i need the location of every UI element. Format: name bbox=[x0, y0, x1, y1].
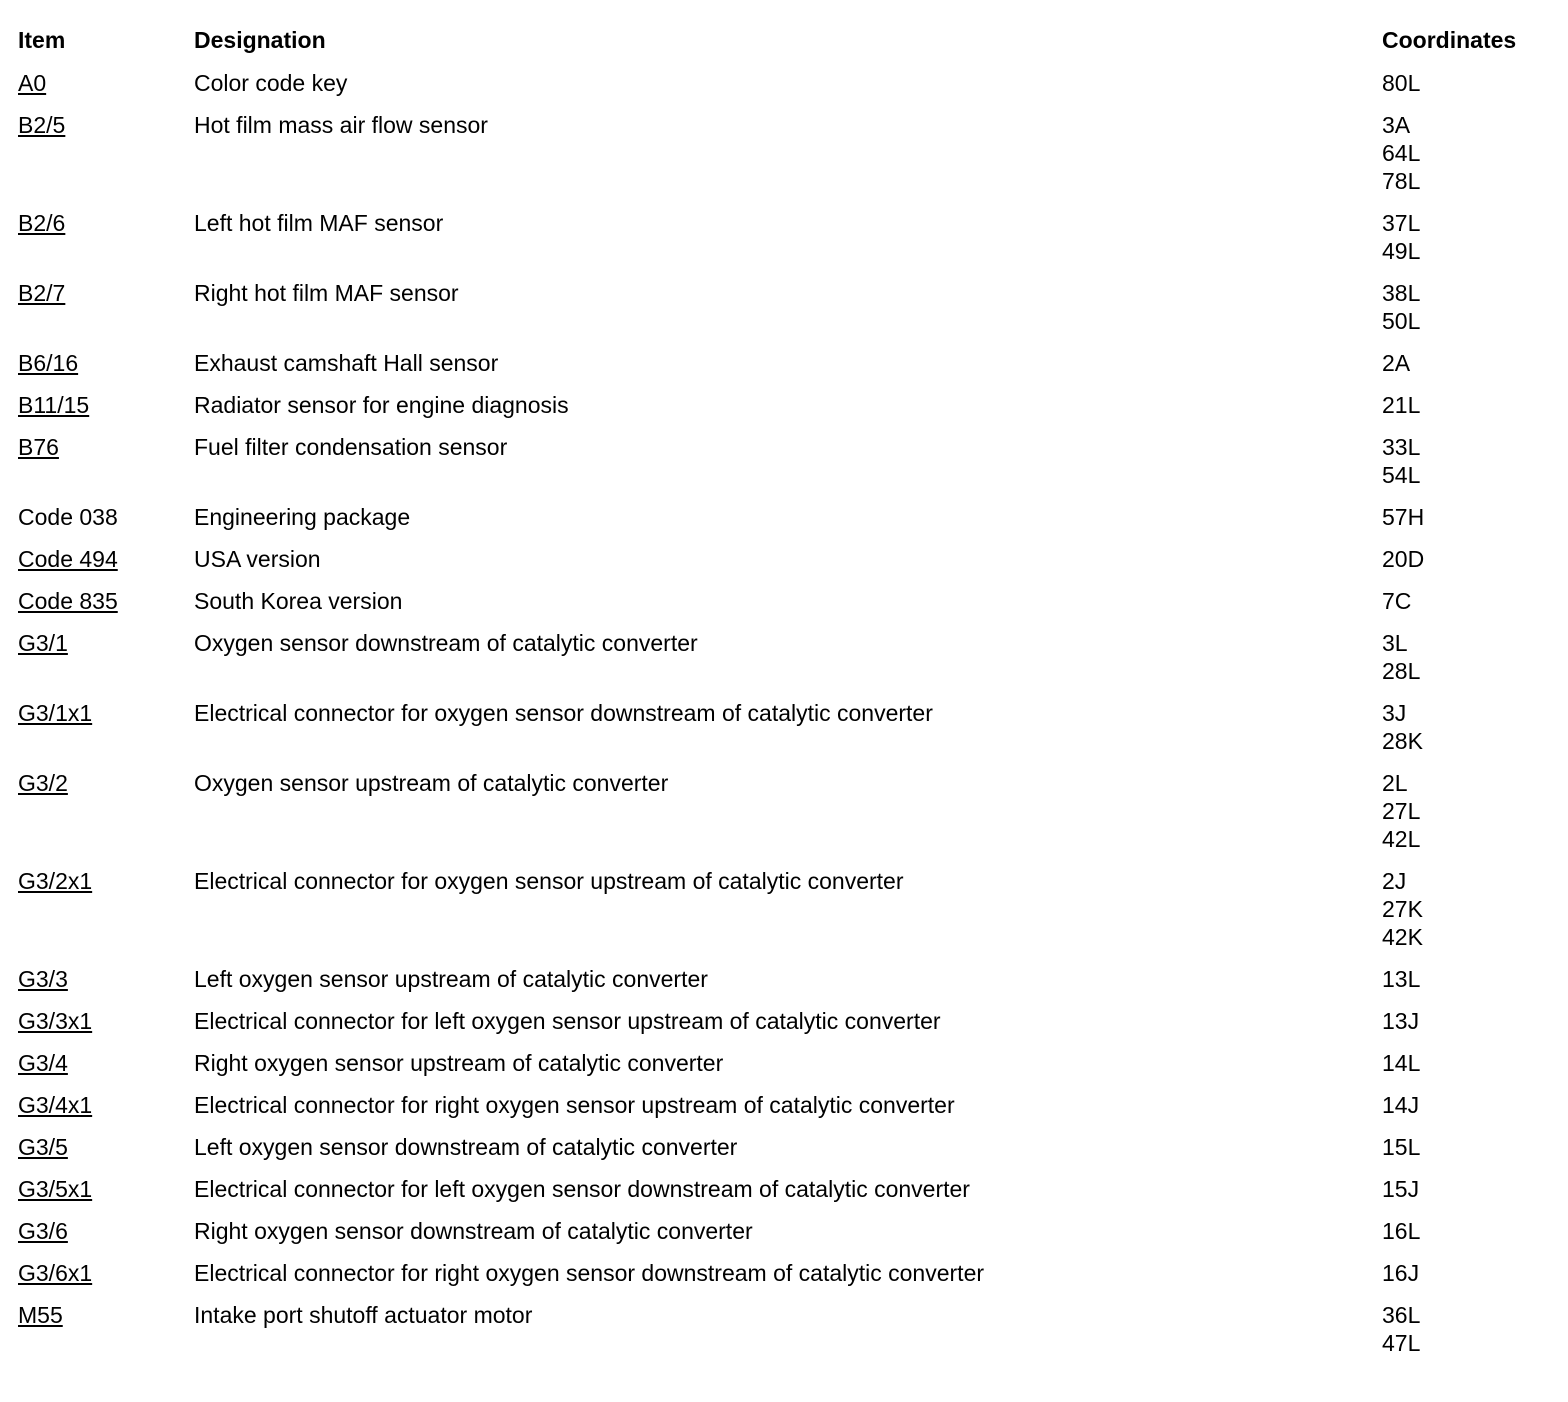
coordinates-cell bbox=[1382, 1301, 1558, 1357]
item-cell bbox=[18, 629, 194, 657]
coordinates-cell bbox=[1382, 279, 1558, 335]
table-row bbox=[18, 1049, 1558, 1091]
coordinate-value: 27K bbox=[1382, 896, 1423, 922]
coordinates-cell bbox=[1382, 867, 1558, 951]
coordinates-cell bbox=[1382, 349, 1558, 377]
designation-cell: Fuel filter condensation sensor bbox=[194, 434, 508, 460]
coordinates-cell bbox=[1382, 1049, 1558, 1077]
coordinate-value: 2J bbox=[1382, 868, 1407, 894]
coordinate-value: 20D bbox=[1382, 546, 1425, 572]
coordinate-value: 50L bbox=[1382, 308, 1421, 334]
table-row bbox=[18, 1007, 1558, 1049]
item-link[interactable]: G3/2 bbox=[18, 770, 68, 796]
coordinate-value: 15J bbox=[1382, 1176, 1420, 1202]
table-header bbox=[18, 26, 1558, 69]
coordinates-cell bbox=[1382, 629, 1558, 685]
coordinate-value: 38L bbox=[1382, 280, 1421, 306]
coordinate-value: 3L bbox=[1382, 630, 1408, 656]
item-link[interactable]: G3/3x1 bbox=[18, 1008, 93, 1034]
coordinate-value: 2A bbox=[1382, 350, 1411, 376]
item-cell bbox=[18, 1175, 194, 1203]
item-cell bbox=[18, 545, 194, 573]
coordinate-value: 27L bbox=[1382, 798, 1421, 824]
coordinate-value: 16J bbox=[1382, 1260, 1420, 1286]
coordinate-value: 54L bbox=[1382, 462, 1421, 488]
item-cell bbox=[18, 1259, 194, 1287]
coordinate-value: 64L bbox=[1382, 140, 1421, 166]
item-cell bbox=[18, 111, 194, 139]
table-row bbox=[18, 769, 1558, 867]
header-designation: Designation bbox=[194, 27, 326, 53]
item-link[interactable]: G3/1 bbox=[18, 630, 68, 656]
coordinate-value: 28L bbox=[1382, 658, 1421, 684]
designation-cell: Radiator sensor for engine diagnosis bbox=[194, 392, 569, 418]
coordinate-value: 2L bbox=[1382, 770, 1408, 796]
coordinate-value: 78L bbox=[1382, 168, 1421, 194]
designation-cell: USA version bbox=[194, 546, 321, 572]
item-cell bbox=[18, 279, 194, 307]
table-row bbox=[18, 1133, 1558, 1175]
coordinate-value: 13L bbox=[1382, 966, 1421, 992]
item-link[interactable]: G3/1x1 bbox=[18, 700, 93, 726]
table-row bbox=[18, 1175, 1558, 1217]
coordinate-value: 28K bbox=[1382, 728, 1423, 754]
designation-cell: Right oxygen sensor downstream of catalytic converter bbox=[194, 1218, 753, 1244]
coordinate-value: 49L bbox=[1382, 238, 1421, 264]
designation-cell: Color code key bbox=[194, 70, 348, 96]
item-cell bbox=[18, 769, 194, 797]
coordinates-cell bbox=[1382, 209, 1558, 265]
item-cell bbox=[18, 1091, 194, 1119]
coordinates-cell bbox=[1382, 587, 1558, 615]
table-row bbox=[18, 209, 1558, 279]
table-row bbox=[18, 433, 1558, 503]
coordinate-value: 47L bbox=[1382, 1330, 1421, 1356]
item-link[interactable]: B76 bbox=[18, 434, 59, 460]
designation-cell: Hot film mass air flow sensor bbox=[194, 112, 488, 138]
item-link[interactable]: G3/4 bbox=[18, 1050, 68, 1076]
designation-cell: Left hot film MAF sensor bbox=[194, 210, 444, 236]
coordinates-cell bbox=[1382, 1007, 1558, 1035]
item-cell bbox=[18, 587, 194, 615]
item-cell bbox=[18, 699, 194, 727]
item-cell bbox=[18, 867, 194, 895]
table-row bbox=[18, 867, 1558, 965]
table-row bbox=[18, 1217, 1558, 1259]
coordinates-cell bbox=[1382, 1091, 1558, 1119]
coordinates-cell bbox=[1382, 1217, 1558, 1245]
coordinates-cell bbox=[1382, 1259, 1558, 1287]
coordinate-value: 80L bbox=[1382, 70, 1421, 96]
designation-cell: Left oxygen sensor upstream of catalytic converter bbox=[194, 966, 708, 992]
item-cell bbox=[18, 1133, 194, 1161]
coordinate-value: 7C bbox=[1382, 588, 1412, 614]
coordinate-value: 37L bbox=[1382, 210, 1421, 236]
item-link[interactable]: B2/5 bbox=[18, 112, 66, 138]
table-row bbox=[18, 1301, 1558, 1371]
item-link[interactable]: G3/5x1 bbox=[18, 1176, 93, 1202]
designation-cell: Electrical connector for oxygen sensor upstream of catalytic converter bbox=[194, 868, 904, 894]
designation-cell: Right hot film MAF sensor bbox=[194, 280, 459, 306]
item-cell bbox=[18, 1007, 194, 1035]
item-link[interactable]: G3/3 bbox=[18, 966, 68, 992]
item-link[interactable]: G3/4x1 bbox=[18, 1092, 93, 1118]
table-row bbox=[18, 1091, 1558, 1133]
coordinates-cell bbox=[1382, 111, 1558, 195]
coordinate-value: 42L bbox=[1382, 826, 1421, 852]
table-body bbox=[18, 69, 1558, 1371]
table-row bbox=[18, 965, 1558, 1007]
table-row bbox=[18, 587, 1558, 629]
coordinates-cell bbox=[1382, 503, 1558, 531]
designation-cell: Electrical connector for right oxygen sensor downstream of catalytic converter bbox=[194, 1260, 985, 1286]
item-link[interactable]: G3/5 bbox=[18, 1134, 68, 1160]
coordinate-value: 33L bbox=[1382, 434, 1421, 460]
table-row bbox=[18, 349, 1558, 391]
coordinates-cell bbox=[1382, 433, 1558, 489]
coordinate-value: 14L bbox=[1382, 1050, 1421, 1076]
designation-cell: Engineering package bbox=[194, 504, 411, 530]
item-cell bbox=[18, 209, 194, 237]
table-row bbox=[18, 545, 1558, 587]
item-cell bbox=[18, 391, 194, 419]
designation-cell: Oxygen sensor upstream of catalytic converter bbox=[194, 770, 669, 796]
designation-cell: Electrical connector for left oxygen sensor upstream of catalytic converter bbox=[194, 1008, 941, 1034]
coordinates-cell bbox=[1382, 69, 1558, 97]
coordinates-cell bbox=[1382, 965, 1558, 993]
item-link[interactable]: M55 bbox=[18, 1302, 63, 1328]
table-row bbox=[18, 69, 1558, 111]
item-cell bbox=[18, 1301, 194, 1329]
component-table bbox=[18, 26, 1558, 1371]
coordinate-value: 16L bbox=[1382, 1218, 1421, 1244]
coordinate-value: 3A bbox=[1382, 112, 1411, 138]
header-item: Item bbox=[18, 27, 66, 53]
coordinates-cell bbox=[1382, 391, 1558, 419]
coordinate-value: 57H bbox=[1382, 504, 1425, 530]
table-row bbox=[18, 111, 1558, 209]
item-cell bbox=[18, 1217, 194, 1245]
designation-cell: Oxygen sensor downstream of catalytic converter bbox=[194, 630, 698, 656]
coordinates-cell bbox=[1382, 769, 1558, 853]
item-link[interactable]: Code 835 bbox=[18, 588, 118, 614]
item-link[interactable]: Code 494 bbox=[18, 546, 118, 572]
item-link[interactable]: G3/6 bbox=[18, 1218, 68, 1244]
item-link[interactable]: B11/15 bbox=[18, 392, 90, 418]
table-row bbox=[18, 279, 1558, 349]
item-cell bbox=[18, 503, 194, 531]
coordinate-value: 14J bbox=[1382, 1092, 1420, 1118]
designation-cell: Electrical connector for left oxygen sensor downstream of catalytic converter bbox=[194, 1176, 970, 1202]
table-row bbox=[18, 1259, 1558, 1301]
designation-cell: Intake port shutoff actuator motor bbox=[194, 1302, 533, 1328]
item-cell bbox=[18, 69, 194, 97]
item-cell bbox=[18, 1049, 194, 1077]
designation-cell: Exhaust camshaft Hall sensor bbox=[194, 350, 499, 376]
table-row bbox=[18, 699, 1558, 769]
item-cell bbox=[18, 349, 194, 377]
designation-cell: Left oxygen sensor downstream of catalytic converter bbox=[194, 1134, 738, 1160]
item-cell bbox=[18, 965, 194, 993]
item-link[interactable]: B2/7 bbox=[18, 280, 66, 306]
designation-cell: Electrical connector for oxygen sensor downstream of catalytic converter bbox=[194, 700, 933, 726]
coordinate-value: 21L bbox=[1382, 392, 1421, 418]
coordinates-cell bbox=[1382, 1133, 1558, 1161]
table-row bbox=[18, 629, 1558, 699]
coordinate-value: 42K bbox=[1382, 924, 1423, 950]
coordinates-cell bbox=[1382, 545, 1558, 573]
coordinates-cell bbox=[1382, 1175, 1558, 1203]
item-cell bbox=[18, 433, 194, 461]
item-link[interactable]: B2/6 bbox=[18, 210, 66, 236]
coordinate-value: 13J bbox=[1382, 1008, 1420, 1034]
coordinates-cell bbox=[1382, 699, 1558, 755]
item-label: Code 038 bbox=[18, 504, 118, 530]
coordinate-value: 15L bbox=[1382, 1134, 1421, 1160]
item-link[interactable]: B6/16 bbox=[18, 350, 79, 376]
item-link[interactable]: G3/2x1 bbox=[18, 868, 93, 894]
header-coordinates: Coordinates bbox=[1382, 27, 1517, 53]
item-link[interactable]: A0 bbox=[18, 70, 47, 96]
designation-cell: Right oxygen sensor upstream of catalytic converter bbox=[194, 1050, 724, 1076]
coordinate-value: 3J bbox=[1382, 700, 1407, 726]
table-row bbox=[18, 391, 1558, 433]
coordinate-value: 36L bbox=[1382, 1302, 1421, 1328]
designation-cell: Electrical connector for right oxygen sensor upstream of catalytic converter bbox=[194, 1092, 955, 1118]
designation-cell: South Korea version bbox=[194, 588, 403, 614]
table-row bbox=[18, 503, 1558, 545]
item-link[interactable]: G3/6x1 bbox=[18, 1260, 93, 1286]
